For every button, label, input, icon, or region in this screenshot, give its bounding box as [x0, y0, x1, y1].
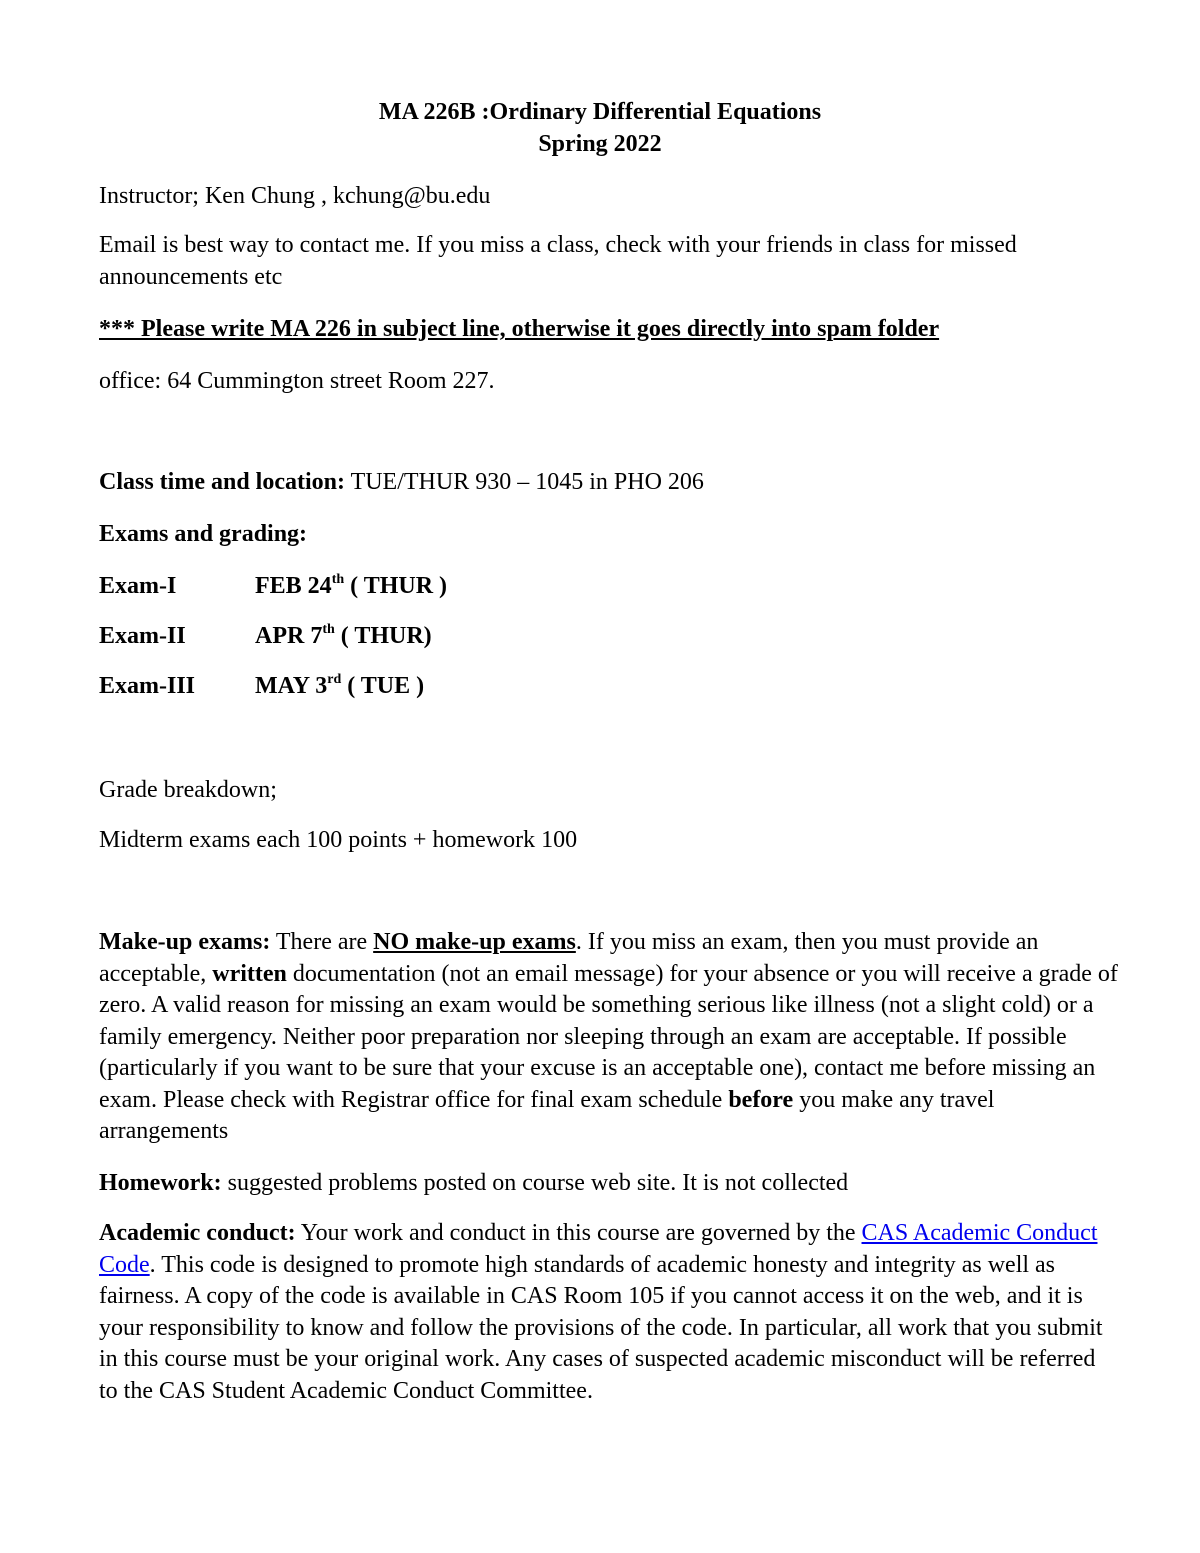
homework-line: [99, 1167, 848, 1199]
spam-notice: *** Please write MA 226 in subject line, otherwise it goes directly into spam folder: [99, 316, 940, 342]
exam-weekday: ( TUE ): [341, 673, 425, 699]
office-line: [99, 365, 495, 397]
exam-date: FEB 24: [255, 573, 332, 599]
no-makeup-emphasis: NO make-up exams: [373, 929, 576, 955]
course-term: Spring 2022: [538, 131, 662, 157]
makeup-text: documentation (not an email message) for your absence or you will receive a grade of zero. A valid reason for missing an exam would be something serious like illness (not a slight cold) or a family emergency. Neither poor preparation nor sleeping through an exam are acceptable. If possible (particularly if you want to be sure that your excuse is an acceptable one), contact me before missing an exam. Please check with Registrar office for final exam schedule: [99, 960, 1118, 1113]
makeup-label: Make-up exams:: [99, 929, 271, 955]
class-time-line: [99, 466, 704, 498]
homework-label: Homework:: [99, 1170, 222, 1196]
class-time-value: TUE/THUR 930 – 1045 in PHO 206: [345, 469, 704, 495]
makeup-text: you make any travel arrangements: [99, 1086, 995, 1144]
exam-date-suffix: th: [331, 572, 345, 587]
conduct-text: . This code is designed to promote high standards of academic honesty and integrity as well as fairness. A copy of the code is available in CAS Room 105 if you cannot access it on the web, and it is your responsibility to know and follow the provisions of the code. In particular, all work that you submit in this course must be your original work. Any cases of suspected academic misconduct will be referred to the CAS Student Academic Conduct Committee.: [99, 1251, 1103, 1404]
exam-row: [99, 670, 424, 702]
exam-date-suffix: th: [322, 622, 335, 637]
exam-name: Exam-I: [99, 573, 177, 599]
conduct-label: Academic conduct:: [99, 1220, 296, 1246]
homework-text: suggested problems posted on course web site. It is not collected: [221, 1170, 849, 1196]
before-emphasis: before: [728, 1086, 794, 1113]
exams-heading: Exams and grading:: [99, 521, 308, 547]
exam-weekday: ( THUR ): [344, 573, 448, 599]
course-title: MA 226B :Ordinary Differential Equations: [378, 99, 822, 125]
conduct-paragraph: [99, 1218, 1119, 1407]
instructor-line: Instructor; Ken Chung , kchung@bu.edu: [99, 183, 491, 209]
exam-date-suffix: rd: [327, 672, 342, 687]
makeup-paragraph: [99, 927, 1119, 1148]
written-emphasis: written: [212, 960, 287, 987]
exam-name: Exam-II: [99, 623, 186, 649]
makeup-text: There are: [270, 929, 374, 955]
exam-date: APR 7: [255, 623, 323, 649]
exam-row: [99, 570, 447, 602]
exam-date: MAY 3: [255, 673, 328, 699]
conduct-code-link[interactable]: CAS Academic Conduct Code: [99, 1220, 1098, 1278]
exam-row: [99, 620, 432, 652]
exam-weekday: ( THUR): [334, 623, 432, 649]
makeup-text: . If you miss an exam, then you must provide an acceptable,: [99, 929, 1039, 987]
exam-name: Exam-III: [99, 673, 196, 699]
contact-paragraph: Email is best way to contact me. If you miss a class, check with your friends in class for missed announcements etc: [99, 232, 1017, 290]
office-label: office:: [99, 368, 162, 394]
grade-breakdown-heading: Grade breakdown;: [99, 777, 277, 803]
grade-breakdown: Midterm exams each 100 points + homework 100: [99, 827, 578, 853]
office-value: 64 Cummington street Room 227.: [161, 368, 495, 394]
conduct-text: Your work and conduct in this course are governed by the: [295, 1220, 862, 1246]
class-time-label: Class time and location:: [99, 469, 345, 495]
